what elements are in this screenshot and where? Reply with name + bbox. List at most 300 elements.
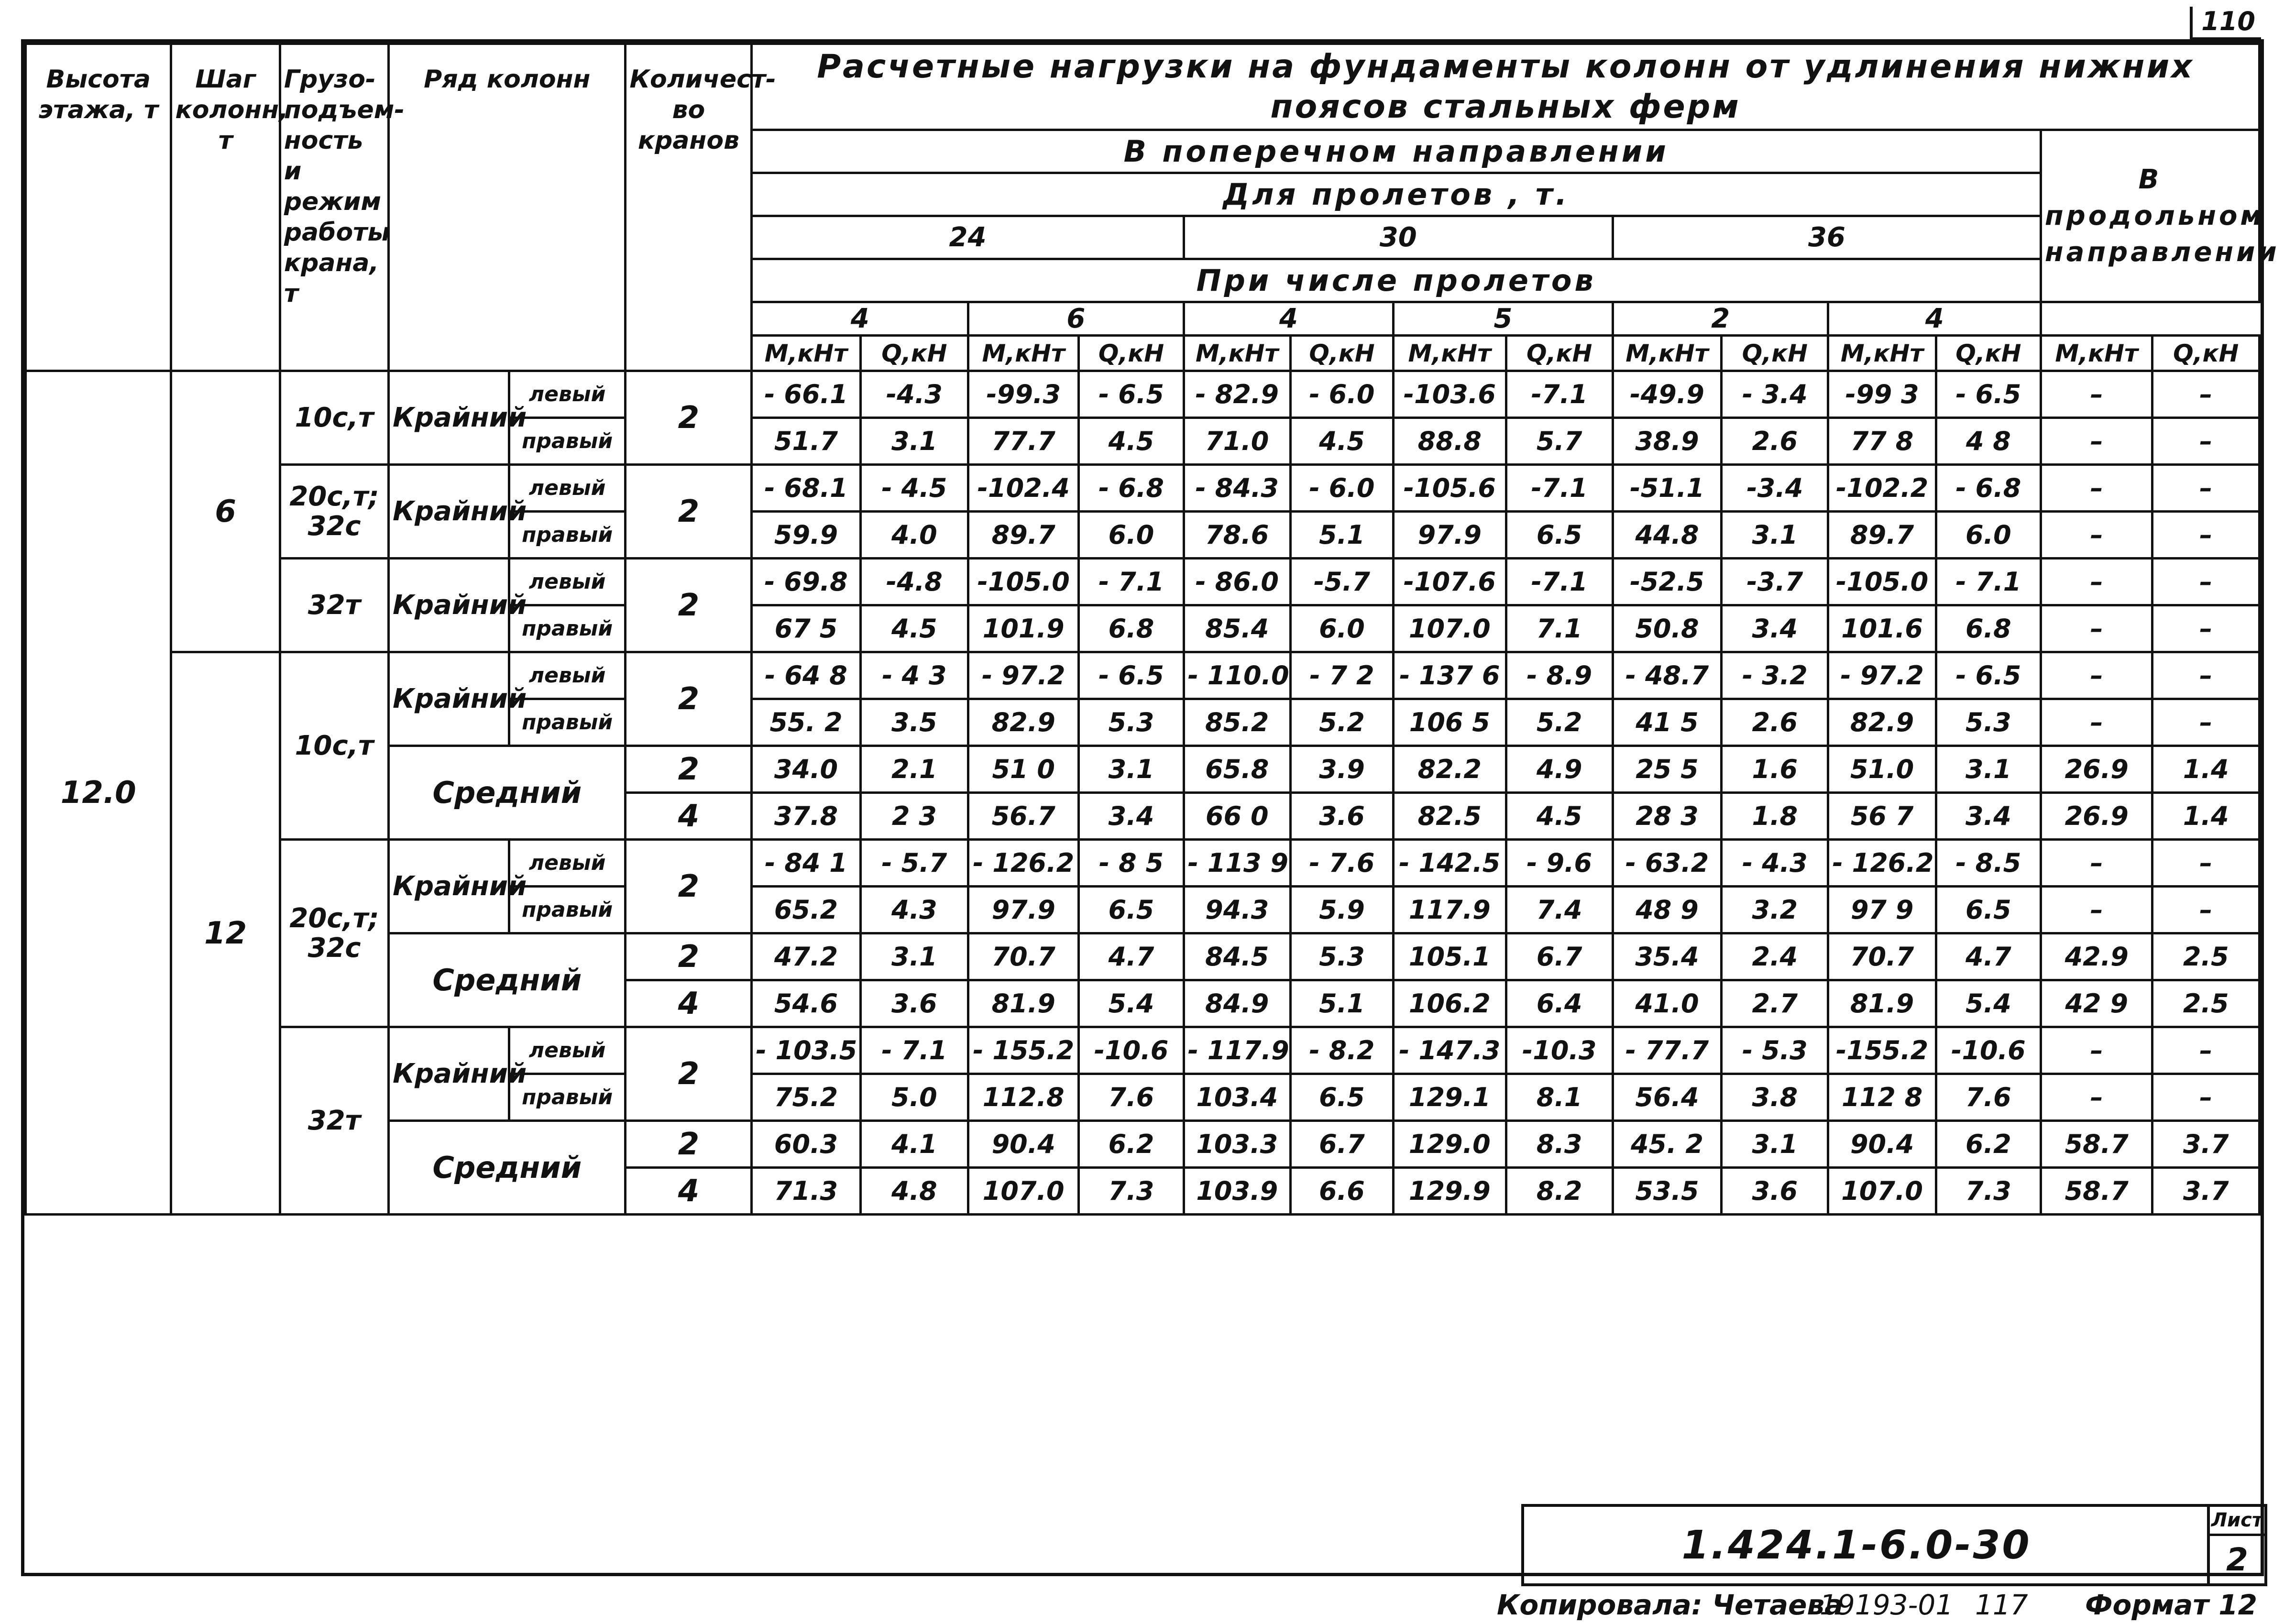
moment-value: – xyxy=(2041,465,2152,512)
moment-value: 112 8 xyxy=(1828,1074,1936,1121)
moment-value: 56.4 xyxy=(1613,1074,1721,1121)
moment-value: 97 9 xyxy=(1828,887,1936,933)
moment-value: - 113 9 xyxy=(1184,840,1290,887)
shear-value: - 7.1 xyxy=(860,1027,968,1074)
moment-value: - 126.2 xyxy=(968,840,1079,887)
sheet-number: 2 xyxy=(2226,1541,2248,1578)
moment-value: - 97.2 xyxy=(1828,652,1936,699)
shear-value: - 4 3 xyxy=(860,652,968,699)
header-shear-unit: Q,кН xyxy=(1290,336,1393,371)
shear-value: 5.1 xyxy=(1290,980,1393,1027)
moment-value: 78.6 xyxy=(1184,512,1290,559)
shear-value: - 5.3 xyxy=(1722,1027,1828,1074)
moment-value: 97.9 xyxy=(1394,512,1506,559)
shear-value: -5.7 xyxy=(1290,559,1393,605)
shear-value: 6.7 xyxy=(1290,1121,1393,1168)
shear-value: - 7.6 xyxy=(1290,840,1393,887)
header-moment-unit: М,кНт xyxy=(1394,336,1506,371)
crane-count: 2 xyxy=(626,465,752,559)
row-type-middle: Средний xyxy=(389,933,626,1027)
shear-value: - 3.4 xyxy=(1722,371,1828,418)
moment-value: 103.4 xyxy=(1184,1074,1290,1121)
shear-value: 6.8 xyxy=(1936,605,2041,652)
moment-value: - 110.0 xyxy=(1184,652,1290,699)
shear-value: - 6.5 xyxy=(1936,652,2041,699)
shear-value: 4.0 xyxy=(860,512,968,559)
shear-value: 4.5 xyxy=(860,605,968,652)
header-moment-unit: М,кНт xyxy=(2041,336,2152,371)
moment-value: 54.6 xyxy=(752,980,860,1027)
moment-value: 88.8 xyxy=(1394,418,1506,465)
moment-value: 47.2 xyxy=(752,933,860,980)
moment-value: 84.9 xyxy=(1184,980,1290,1027)
header-num-spans: При числе пролетов xyxy=(752,259,2041,302)
moment-value: 103.9 xyxy=(1184,1168,1290,1215)
shear-value: 4.7 xyxy=(1936,933,2041,980)
moment-value: 82.9 xyxy=(968,699,1079,746)
shear-value: 6.5 xyxy=(1290,1074,1393,1121)
moment-value: 107.0 xyxy=(968,1168,1079,1215)
header-shear-unit: Q,кН xyxy=(860,336,968,371)
moment-value: – xyxy=(2041,840,2152,887)
header-n4: 5 xyxy=(1394,302,1613,336)
shear-value: 4.3 xyxy=(860,887,968,933)
moment-value: 70.7 xyxy=(968,933,1079,980)
moment-value: - 97.2 xyxy=(968,652,1079,699)
moment-value: -105.6 xyxy=(1394,465,1506,512)
shear-value: 4.1 xyxy=(860,1121,968,1168)
footer-copied: Копировала: Четаева xyxy=(1497,1589,1844,1621)
moment-value: 105.1 xyxy=(1394,933,1506,980)
header-row: Ряд колонн xyxy=(389,44,626,371)
side-left: левый xyxy=(509,1027,626,1074)
shear-value: 3.1 xyxy=(1936,746,2041,793)
moment-value: – xyxy=(2041,418,2152,465)
moment-value: 101.6 xyxy=(1828,605,1936,652)
shear-value: 5.7 xyxy=(1506,418,1613,465)
moment-value: – xyxy=(2041,605,2152,652)
shear-value: 6.6 xyxy=(1290,1168,1393,1215)
shear-value: - 7.1 xyxy=(1936,559,2041,605)
shear-value: 4 8 xyxy=(1936,418,2041,465)
moment-value: 55. 2 xyxy=(752,699,860,746)
moment-value: 65.8 xyxy=(1184,746,1290,793)
shear-value: 5.4 xyxy=(1079,980,1184,1027)
crane-capacity: 32т xyxy=(280,1027,388,1215)
side-right: правый xyxy=(509,512,626,559)
shear-value: 3.7 xyxy=(2152,1121,2260,1168)
moment-value: - 126.2 xyxy=(1828,840,1936,887)
shear-value: - 6.0 xyxy=(1290,465,1393,512)
shear-value: 7.3 xyxy=(1079,1168,1184,1215)
shear-value: – xyxy=(2152,465,2260,512)
shear-value: 6.0 xyxy=(1079,512,1184,559)
header-n6: 4 xyxy=(1828,302,2041,336)
table-row xyxy=(26,559,2260,605)
moment-value: -102.4 xyxy=(968,465,1079,512)
shear-value: 3.9 xyxy=(1290,746,1393,793)
shear-value: – xyxy=(2152,371,2260,418)
shear-value: 3.1 xyxy=(1722,1121,1828,1168)
moment-value: – xyxy=(2041,1027,2152,1074)
moment-value: 75.2 xyxy=(752,1074,860,1121)
shear-value: 2 3 xyxy=(860,793,968,840)
shear-value: 3.1 xyxy=(1722,512,1828,559)
shear-value: 3.1 xyxy=(860,418,968,465)
moment-value: 90.4 xyxy=(968,1121,1079,1168)
shear-value: 3.6 xyxy=(860,980,968,1027)
moment-value: - 63.2 xyxy=(1613,840,1721,887)
header-cranes: Количест-во кранов xyxy=(626,44,752,371)
shear-value: - 9.6 xyxy=(1506,840,1613,887)
shear-value: 3.7 xyxy=(2152,1168,2260,1215)
shear-value: 2.5 xyxy=(2152,980,2260,1027)
moment-value: 129.1 xyxy=(1394,1074,1506,1121)
table-title: Расчетные нагрузки на фундаменты колонн от удлинения нижних поясов стальных ферм xyxy=(752,44,2260,130)
header-shear-unit: Q,кН xyxy=(1079,336,1184,371)
header-longitudinal: В продольном направлении xyxy=(2041,130,2259,302)
shear-value: 5.3 xyxy=(1936,699,2041,746)
shear-value: 4.9 xyxy=(1506,746,1613,793)
crane-capacity: 10с,т xyxy=(280,652,388,840)
shear-value: 4.5 xyxy=(1506,793,1613,840)
shear-value: -10.6 xyxy=(1079,1027,1184,1074)
moment-value: 41 5 xyxy=(1613,699,1721,746)
moment-value: 42 9 xyxy=(2041,980,2152,1027)
footer-num: 117 xyxy=(1975,1589,2028,1621)
moment-value: -107.6 xyxy=(1394,559,1506,605)
shear-value: 6.0 xyxy=(1936,512,2041,559)
header-n3: 4 xyxy=(1184,302,1393,336)
shear-value: 6.5 xyxy=(1936,887,2041,933)
moment-value: 58.7 xyxy=(2041,1121,2152,1168)
shear-value: -10.3 xyxy=(1506,1027,1613,1074)
moment-value: 129.9 xyxy=(1394,1168,1506,1215)
header-moment-unit: М,кНт xyxy=(1828,336,1936,371)
shear-value: 5.0 xyxy=(860,1074,968,1121)
moment-value: 77 8 xyxy=(1828,418,1936,465)
shear-value: 5.2 xyxy=(1506,699,1613,746)
moment-value: 45. 2 xyxy=(1613,1121,1721,1168)
shear-value: - 8.9 xyxy=(1506,652,1613,699)
shear-value: – xyxy=(2152,887,2260,933)
moment-value: - 86.0 xyxy=(1184,559,1290,605)
shear-value: 6.2 xyxy=(1936,1121,2041,1168)
shear-value: 4.5 xyxy=(1079,418,1184,465)
shear-value: 3.4 xyxy=(1936,793,2041,840)
header-n2: 6 xyxy=(968,302,1184,336)
header-n1: 4 xyxy=(752,302,968,336)
shear-value: - 6.8 xyxy=(1936,465,2041,512)
moment-value: 28 3 xyxy=(1613,793,1721,840)
title-block xyxy=(1521,1504,2267,1586)
shear-value: 1.6 xyxy=(1722,746,1828,793)
shear-value: 6.2 xyxy=(1079,1121,1184,1168)
moment-value: - 155.2 xyxy=(968,1027,1079,1074)
moment-value: 89.7 xyxy=(1828,512,1936,559)
crane-count: 4 xyxy=(626,1168,752,1215)
height-value: 12.0 xyxy=(26,371,171,1215)
moment-value: 81.9 xyxy=(968,980,1079,1027)
shear-value: 2.6 xyxy=(1722,418,1828,465)
moment-value: 85.2 xyxy=(1184,699,1290,746)
moment-value: - 77.7 xyxy=(1613,1027,1721,1074)
header-capacity: Грузо-подъем-ность и режим работы крана, т xyxy=(280,44,388,371)
crane-capacity: 20с,т; 32с xyxy=(280,465,388,559)
moment-value: 71.0 xyxy=(1184,418,1290,465)
shear-value: - 6.5 xyxy=(1079,652,1184,699)
header-span-30: 30 xyxy=(1184,216,1613,259)
moment-value: 34.0 xyxy=(752,746,860,793)
moment-value: 107.0 xyxy=(1394,605,1506,652)
header-shear-unit: Q,кН xyxy=(1722,336,1828,371)
document-code: 1.424.1-6.0-30 xyxy=(1681,1522,2031,1568)
row-type-middle: Средний xyxy=(389,746,626,840)
side-right: правый xyxy=(509,887,626,933)
moment-value: 71.3 xyxy=(752,1168,860,1215)
moment-value: - 69.8 xyxy=(752,559,860,605)
shear-value: 5.9 xyxy=(1290,887,1393,933)
header-moment-unit: М,кНт xyxy=(968,336,1079,371)
sheet-label: Лист xyxy=(2210,1507,2264,1536)
moment-value: 35.4 xyxy=(1613,933,1721,980)
moment-value: 44.8 xyxy=(1613,512,1721,559)
moment-value: 103.3 xyxy=(1184,1121,1290,1168)
shear-value: 2.7 xyxy=(1722,980,1828,1027)
header-shear-unit: Q,кН xyxy=(1506,336,1613,371)
row-type-outer: Крайний xyxy=(389,371,509,465)
header-shear-unit: Q,кН xyxy=(1936,336,2041,371)
row-type-outer: Крайний xyxy=(389,840,509,933)
side-right: правый xyxy=(509,1074,626,1121)
crane-count: 2 xyxy=(626,746,752,793)
side-right: правый xyxy=(509,418,626,465)
shear-value: - 3.2 xyxy=(1722,652,1828,699)
shear-value: 3.2 xyxy=(1722,887,1828,933)
shear-value: 8.3 xyxy=(1506,1121,1613,1168)
crane-count: 4 xyxy=(626,980,752,1027)
loads-table xyxy=(24,43,2280,1216)
shear-value: 7.6 xyxy=(1936,1074,2041,1121)
moment-value: 48 9 xyxy=(1613,887,1721,933)
moment-value: 41.0 xyxy=(1613,980,1721,1027)
moment-value: – xyxy=(2041,652,2152,699)
moment-value: - 117.9 xyxy=(1184,1027,1290,1074)
moment-value: - 142.5 xyxy=(1394,840,1506,887)
page-number: 110 xyxy=(2190,7,2261,40)
shear-value: 8.2 xyxy=(1506,1168,1613,1215)
moment-value: - 103.5 xyxy=(752,1027,860,1074)
shear-value: 7.3 xyxy=(1936,1168,2041,1215)
moment-value: -52.5 xyxy=(1613,559,1721,605)
header-height: Высота этажа, т xyxy=(26,44,171,371)
moment-value: 51.7 xyxy=(752,418,860,465)
moment-value: 56.7 xyxy=(968,793,1079,840)
moment-value: 59.9 xyxy=(752,512,860,559)
shear-value: 5.4 xyxy=(1936,980,2041,1027)
side-left: левый xyxy=(509,840,626,887)
header-n5: 2 xyxy=(1613,302,1828,336)
moment-value: 50.8 xyxy=(1613,605,1721,652)
moment-value: 82.2 xyxy=(1394,746,1506,793)
moment-value: 94.3 xyxy=(1184,887,1290,933)
moment-value: - 66.1 xyxy=(752,371,860,418)
header-moment-unit: М,кНт xyxy=(1613,336,1721,371)
shear-value: - 7.1 xyxy=(1079,559,1184,605)
shear-value: -3.7 xyxy=(1722,559,1828,605)
shear-value: 6.4 xyxy=(1506,980,1613,1027)
moment-value: 60.3 xyxy=(752,1121,860,1168)
moment-value: 84.5 xyxy=(1184,933,1290,980)
shear-value: -10.6 xyxy=(1936,1027,2041,1074)
shear-value: – xyxy=(2152,652,2260,699)
row-type-outer: Крайний xyxy=(389,465,509,559)
moment-value: – xyxy=(2041,559,2152,605)
shear-value: - 5.7 xyxy=(860,840,968,887)
shear-value: 6.0 xyxy=(1290,605,1393,652)
moment-value: -49.9 xyxy=(1613,371,1721,418)
moment-value: 112.8 xyxy=(968,1074,1079,1121)
row-type-outer: Крайний xyxy=(389,1027,509,1121)
shear-value: 7.4 xyxy=(1506,887,1613,933)
moment-value: 106 5 xyxy=(1394,699,1506,746)
shear-value: – xyxy=(2152,605,2260,652)
moment-value: 25 5 xyxy=(1613,746,1721,793)
shear-value: – xyxy=(2152,1074,2260,1121)
shear-value: – xyxy=(2152,418,2260,465)
moment-value: 42.9 xyxy=(2041,933,2152,980)
shear-value: - 6.8 xyxy=(1079,465,1184,512)
shear-value: - 6.5 xyxy=(1936,371,2041,418)
header-moment-unit: М,кНт xyxy=(752,336,860,371)
crane-count: 2 xyxy=(626,933,752,980)
header-span-36: 36 xyxy=(1613,216,2041,259)
side-left: левый xyxy=(509,559,626,605)
shear-value: 6.5 xyxy=(1079,887,1184,933)
moment-value: 37.8 xyxy=(752,793,860,840)
header-transverse: В поперечном направлении xyxy=(752,130,2041,173)
moment-value: – xyxy=(2041,371,2152,418)
moment-value: 90.4 xyxy=(1828,1121,1936,1168)
side-left: левый xyxy=(509,371,626,418)
moment-value: -102.2 xyxy=(1828,465,1936,512)
header-shear-unit: Q,кН xyxy=(2152,336,2260,371)
moment-value: -155.2 xyxy=(1828,1027,1936,1074)
shear-value: 3.4 xyxy=(1722,605,1828,652)
shear-value: 4.7 xyxy=(1079,933,1184,980)
moment-value: - 84.3 xyxy=(1184,465,1290,512)
shear-value: 3.8 xyxy=(1722,1074,1828,1121)
shear-value: -7.1 xyxy=(1506,371,1613,418)
crane-capacity: 32т xyxy=(280,559,388,652)
crane-count: 2 xyxy=(626,1121,752,1168)
moment-value: – xyxy=(2041,887,2152,933)
shear-value: 3.5 xyxy=(860,699,968,746)
shear-value: - 8.5 xyxy=(1936,840,2041,887)
column-step: 6 xyxy=(171,371,280,652)
shear-value: - 6.5 xyxy=(1079,371,1184,418)
moment-value: 117.9 xyxy=(1394,887,1506,933)
sheet-box xyxy=(2207,1507,2264,1583)
column-step: 12 xyxy=(171,652,280,1215)
moment-value: – xyxy=(2041,512,2152,559)
moment-value: -105.0 xyxy=(968,559,1079,605)
moment-value: - 137 6 xyxy=(1394,652,1506,699)
moment-value: 66 0 xyxy=(1184,793,1290,840)
moment-value: 77.7 xyxy=(968,418,1079,465)
moment-value: 85.4 xyxy=(1184,605,1290,652)
shear-value: -4.8 xyxy=(860,559,968,605)
shear-value: 7.1 xyxy=(1506,605,1613,652)
moment-value: 89.7 xyxy=(968,512,1079,559)
shear-value: 1.4 xyxy=(2152,793,2260,840)
shear-value: 3.6 xyxy=(1722,1168,1828,1215)
shear-value: 2.1 xyxy=(860,746,968,793)
shear-value: – xyxy=(2152,840,2260,887)
moment-value: -99 3 xyxy=(1828,371,1936,418)
shear-value: - 4.5 xyxy=(860,465,968,512)
shear-value: - 4.3 xyxy=(1722,840,1828,887)
shear-value: 1.4 xyxy=(2152,746,2260,793)
shear-value: - 7 2 xyxy=(1290,652,1393,699)
shear-value: 6.8 xyxy=(1079,605,1184,652)
shear-value: -7.1 xyxy=(1506,559,1613,605)
moment-value: 129.0 xyxy=(1394,1121,1506,1168)
shear-value: 2.5 xyxy=(2152,933,2260,980)
moment-value: - 84 1 xyxy=(752,840,860,887)
shear-value: 5.3 xyxy=(1079,699,1184,746)
moment-value: - 48.7 xyxy=(1613,652,1721,699)
footer-format: Формат 12 xyxy=(2085,1589,2257,1621)
header-step: Шаг колонн, т xyxy=(171,44,280,371)
moment-value: 58.7 xyxy=(2041,1168,2152,1215)
shear-value: 3.1 xyxy=(1079,746,1184,793)
shear-value: 5.1 xyxy=(1290,512,1393,559)
moment-value: 56 7 xyxy=(1828,793,1936,840)
header-spans-for: Для пролетов , т. xyxy=(752,173,2041,216)
crane-count: 2 xyxy=(626,840,752,933)
moment-value: - 147.3 xyxy=(1394,1027,1506,1074)
moment-value: 65.2 xyxy=(752,887,860,933)
table-row xyxy=(26,1027,2260,1074)
shear-value: - 8.2 xyxy=(1290,1027,1393,1074)
moment-value: 70.7 xyxy=(1828,933,1936,980)
side-left: левый xyxy=(509,652,626,699)
moment-value: 82.5 xyxy=(1394,793,1506,840)
moment-value: 67 5 xyxy=(752,605,860,652)
shear-value: – xyxy=(2152,1027,2260,1074)
shear-value: 5.2 xyxy=(1290,699,1393,746)
shear-value: 2.4 xyxy=(1722,933,1828,980)
footer-order: 19193-01 xyxy=(1820,1589,1954,1621)
shear-value: 8.1 xyxy=(1506,1074,1613,1121)
moment-value: -99.3 xyxy=(968,371,1079,418)
shear-value: 6.5 xyxy=(1506,512,1613,559)
shear-value: – xyxy=(2152,559,2260,605)
shear-value: 3.4 xyxy=(1079,793,1184,840)
crane-capacity: 10с,т xyxy=(280,371,388,465)
side-right: правый xyxy=(509,699,626,746)
moment-value: -105.0 xyxy=(1828,559,1936,605)
moment-value: 107.0 xyxy=(1828,1168,1936,1215)
shear-value: - 8 5 xyxy=(1079,840,1184,887)
shear-value: 6.7 xyxy=(1506,933,1613,980)
table-row xyxy=(26,652,2260,699)
moment-value: 26.9 xyxy=(2041,746,2152,793)
moment-value: 81.9 xyxy=(1828,980,1936,1027)
shear-value: 7.6 xyxy=(1079,1074,1184,1121)
row-type-outer: Крайний xyxy=(389,652,509,746)
